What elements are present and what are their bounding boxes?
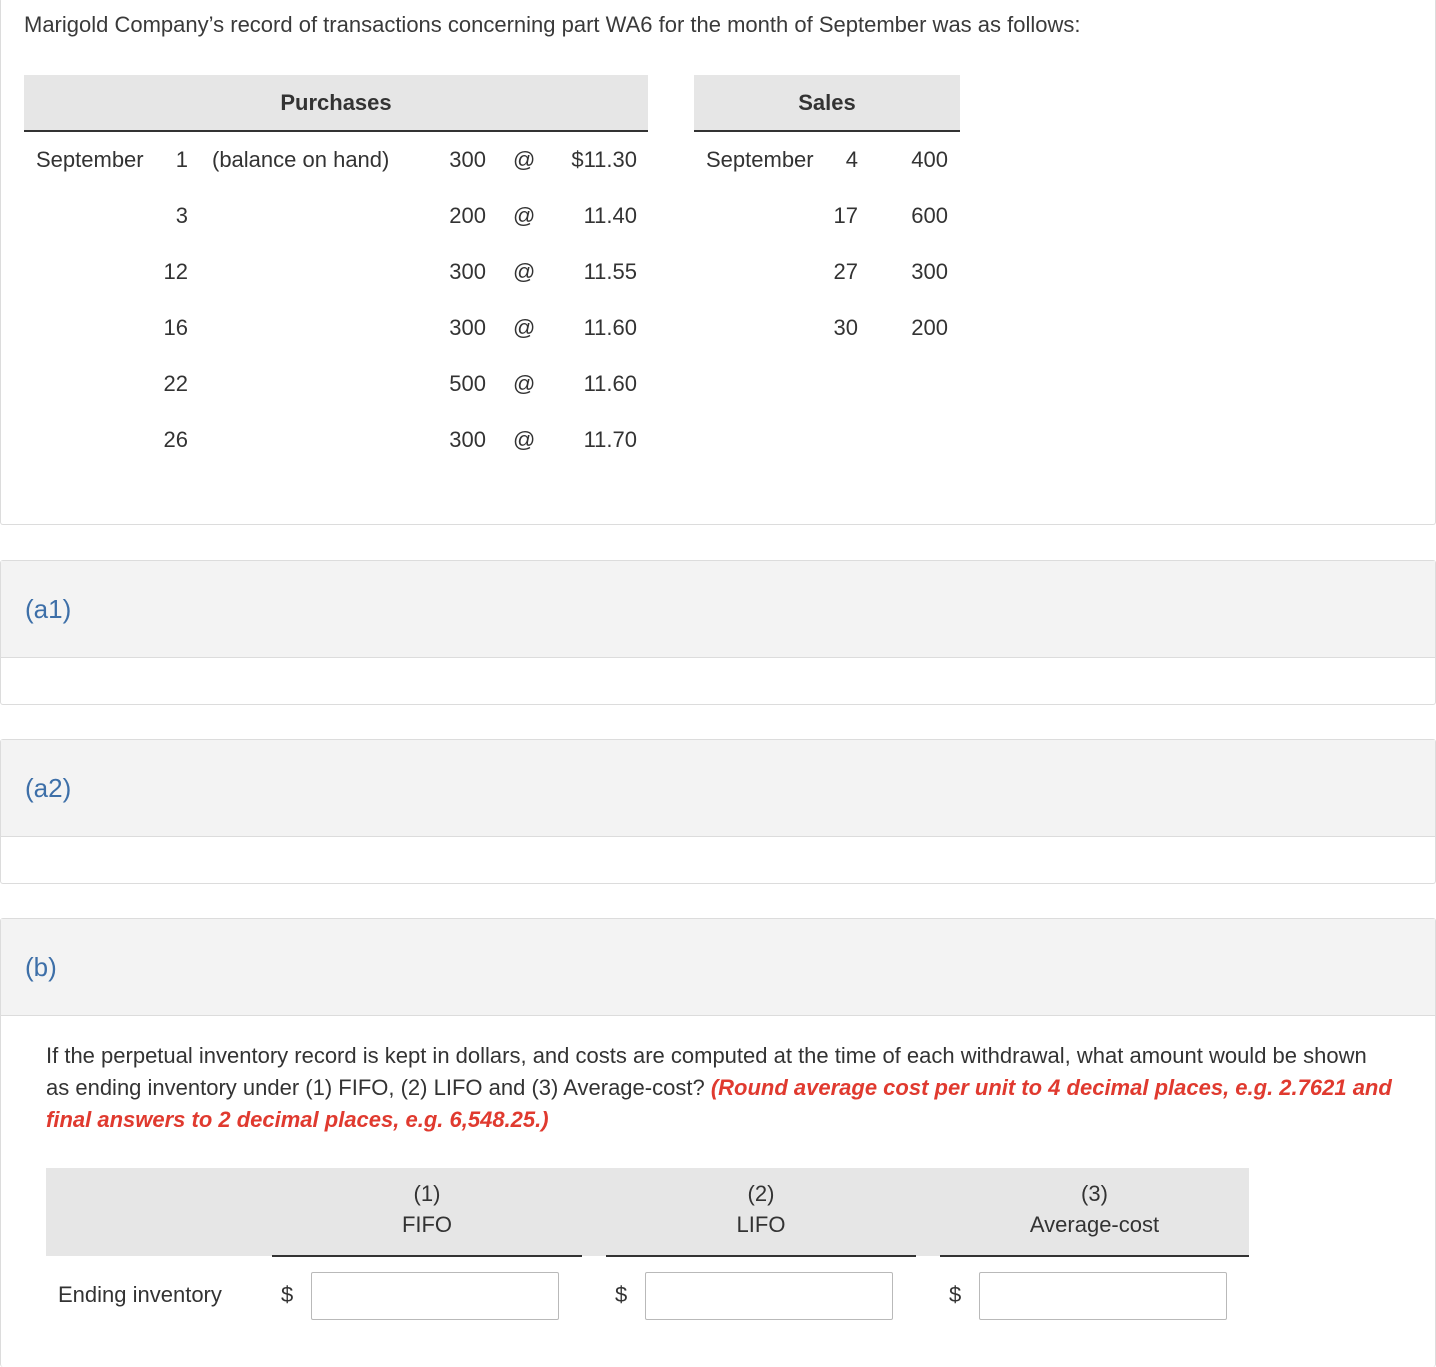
section-a2[interactable] [0, 739, 1436, 884]
section-a1[interactable] [0, 560, 1436, 705]
purchase-note: (balance on hand) [212, 147, 390, 172]
purchase-day: 26 [163, 427, 188, 452]
purchase-price: 11.40 [583, 203, 637, 228]
purchase-price: 11.55 [583, 259, 637, 284]
sale-qty: 200 [911, 315, 948, 340]
column-name: Average-cost [1029, 1212, 1160, 1237]
column-rule [272, 1255, 582, 1257]
sales-header-rule [694, 130, 960, 132]
purchase-day: 16 [163, 315, 188, 340]
sale-day: 27 [833, 259, 858, 284]
column-rule [940, 1255, 1249, 1257]
dollar-sign: $ [281, 1282, 294, 1307]
section-a2-label[interactable]: (a2) [25, 773, 72, 803]
column-rule [606, 1255, 916, 1257]
question-body: If the perpetual inventory record is kept in dollars, and costs are computed at the time of each withdrawal, what amount would be shown as ending inventory under (1) FIFO, (2) LIFO and (3) Average-cost? [46, 1043, 1367, 1100]
dollar-sign: $ [949, 1282, 962, 1307]
at-symbol: @ [513, 147, 536, 172]
question-text [46, 1040, 1396, 1136]
rounding-note: (Round average cost per unit to 4 decimal places, e.g. 2.7621 and final answers to 2 decimal places, e.g. 6,548.25.) [46, 1075, 1392, 1132]
at-symbol: @ [513, 371, 536, 396]
purchase-qty: 300 [449, 147, 486, 172]
sale-day: 4 [845, 147, 858, 172]
column-name: LIFO [736, 1212, 786, 1237]
at-symbol: @ [513, 427, 536, 452]
purchase-day: 12 [163, 259, 188, 284]
section-a1-header[interactable] [1, 561, 1435, 658]
section-b-header[interactable] [1, 919, 1435, 1016]
purchase-price: $11.30 [571, 147, 637, 172]
purchase-price: 11.70 [583, 427, 637, 452]
column-number: (2) [747, 1181, 775, 1206]
purchase-day: 22 [163, 371, 188, 396]
ending-inventory-label: Ending inventory [58, 1282, 222, 1307]
lifo-ending-inventory-input[interactable] [645, 1272, 893, 1320]
sale-month: September [706, 147, 814, 172]
purchase-qty: 200 [449, 203, 486, 228]
sale-qty: 600 [911, 203, 948, 228]
fifo-ending-inventory-input[interactable] [311, 1272, 559, 1320]
purchase-month: September [36, 147, 144, 172]
purchase-qty: 300 [449, 315, 486, 340]
sale-qty: 300 [911, 259, 948, 284]
at-symbol: @ [513, 203, 536, 228]
column-header-lifo [606, 1178, 916, 1240]
column-number: (1) [413, 1181, 441, 1206]
sales-header: Sales [694, 75, 960, 131]
dollar-sign: $ [615, 1282, 628, 1307]
intro-text: Marigold Company’s record of transactions concerning part WA6 for the month of September was as follows: [24, 12, 1081, 37]
sale-day: 17 [833, 203, 858, 228]
at-symbol: @ [513, 259, 536, 284]
section-b-label[interactable]: (b) [25, 952, 57, 982]
purchase-price: 11.60 [583, 315, 637, 340]
column-name: FIFO [401, 1212, 453, 1237]
purchase-price: 11.60 [583, 371, 637, 396]
purchase-day: 3 [175, 203, 188, 228]
sale-qty: 400 [911, 147, 948, 172]
column-number: (3) [1081, 1181, 1108, 1206]
purchase-qty: 300 [449, 427, 486, 452]
purchases-header: Purchases [24, 75, 648, 131]
column-header-average-cost [940, 1178, 1249, 1240]
average-cost-ending-inventory-input[interactable] [979, 1272, 1227, 1320]
sale-day: 30 [833, 315, 858, 340]
at-symbol: @ [513, 315, 536, 340]
section-a2-header[interactable] [1, 740, 1435, 837]
purchase-qty: 500 [449, 371, 486, 396]
purchase-qty: 300 [449, 259, 486, 284]
section-a1-label[interactable]: (a1) [25, 594, 72, 624]
column-header-fifo [272, 1178, 582, 1240]
purchases-header-rule [24, 130, 648, 132]
purchase-day: 1 [175, 147, 188, 172]
